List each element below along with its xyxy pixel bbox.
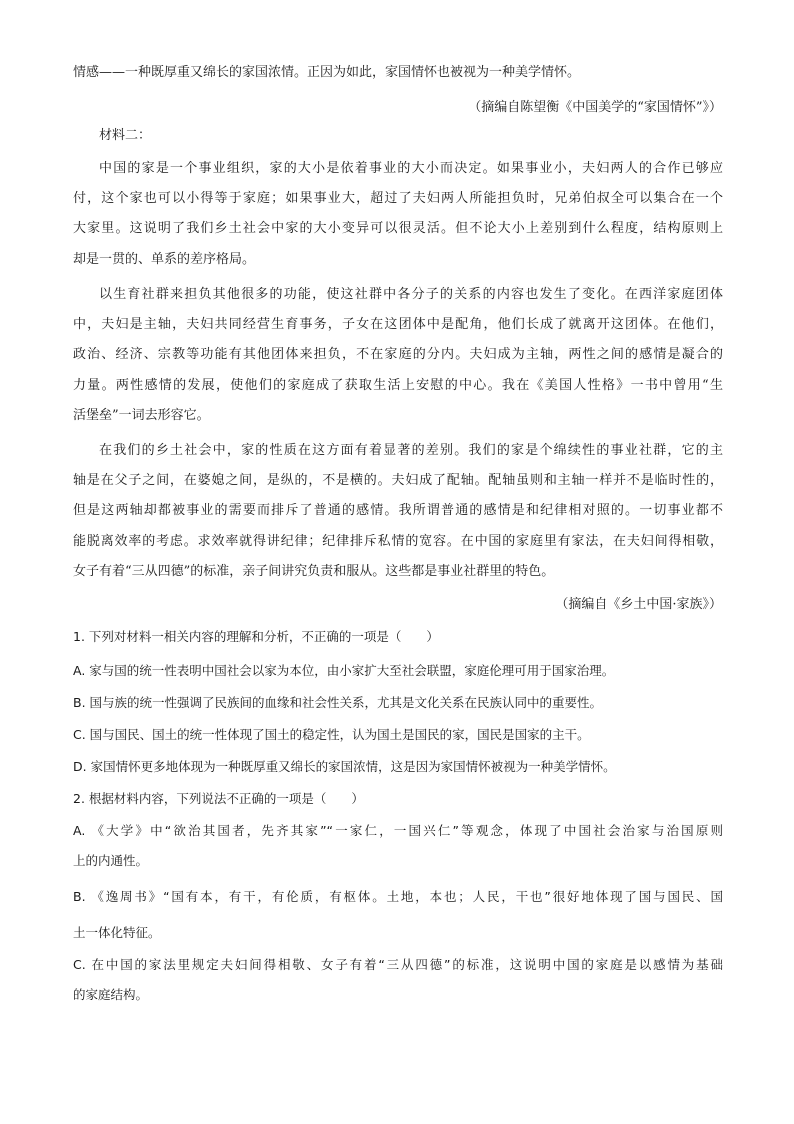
- material2-p1-line: 大家里。这说明了我们乡土社会中家的大小变异可以很灵活。但不论大小上差别到什么程度，结构原则上: [73, 221, 723, 236]
- material2-p2-line: 活堡垒”一词去形容它。: [73, 408, 210, 423]
- material2-p3-line: 能脱离效率的考虑。求效率就得讲纪律；纪律排斥私情的宽容。在中国的家庭里有家法，在夫妇间得相敬，: [73, 534, 723, 549]
- material2-p3-line: 女子有着“三从四德”的标准，亲子间讲究负责和服从。这些都是事业社群里的特色。: [73, 564, 555, 579]
- material2-p1-line: 中国的家是一个事业组织，家的大小是依着事业的大小而决定。如果事业小，夫妇两人的合作已够应: [99, 161, 723, 176]
- question1-stem: 1. 下列对材料一相关内容的理解和分析，不正确的一项是（ ）: [73, 629, 439, 644]
- material2-p3-line: 轴是在父子之间，在婆媳之间，是纵的，不是横的。夫妇成了配轴。配轴虽则和主轴一样并不是临时性的，: [73, 473, 723, 488]
- question2-option-c: C. 在中国的家法里规定夫妇间得相敬、女子有着“三从四德”的标准，这说明中国的家庭是以感情为基础: [73, 957, 723, 972]
- question2-stem: 2. 根据材料内容，下列说法不正确的一项是（ ）: [73, 791, 364, 806]
- material2-p1-line: 却是一贯的、单系的差序格局。: [73, 252, 256, 267]
- material2-p1-line: 付，这个家也可以小得等于家庭；如果事业大，超过了夫妇两人所能担负时，兄弟伯叔全可以集合在一个: [73, 191, 723, 206]
- material2-heading: 材料二：: [99, 128, 152, 143]
- material2-source: （摘编自《乡土中国·家族》）: [555, 597, 722, 612]
- question2-option-b: B. 《逸周书》“国有本，有干，有伦质，有枢体。土地，本也；人民，干也”很好地体现了国与国民、国: [73, 889, 723, 904]
- question2-option-b-cont: 土一体化特征。: [73, 925, 161, 940]
- question2-option-a-cont: 上的内通性。: [73, 853, 149, 868]
- material1-source: （摘编自陈望衡《中国美学的“家国情怀”》）: [468, 100, 722, 115]
- material2-p2-line: 力量。两性感情的发展，使他们的家庭成了获取生活上安慰的中心。我在《美国人性格》一书中曾用“生: [73, 378, 723, 393]
- question1-option-d: D. 家国情怀更多地体现为一种既厚重又绵长的家国浓情，这是因为家国情怀被视为一种美学情怀。: [73, 759, 616, 774]
- question1-option-a: A. 家与国的统一性表明中国社会以家为本位，由小家扩大至社会联盟，家庭伦理可用于国家治理。: [73, 663, 615, 678]
- material2-p2-line: 以生育社群来担负其他很多的功能，使这社群中各分子的关系的内容也发生了变化。在西洋家庭团体: [99, 287, 723, 302]
- material2-p2-line: 政治、经济、宗教等功能有其他团体来担负，不在家庭的分内。夫妇成为主轴，两性之间的感情是凝合的: [73, 347, 723, 362]
- material2-p3-line: 但是这两轴却都被事业的需要而排斥了普通的感情。我所谓普通的感情是和纪律相对照的。一切事业都不: [73, 503, 723, 518]
- question1-option-b: B. 国与族的统一性强调了民族间的血缘和社会性关系，尤其是文化关系在民族认同中的重要性。: [73, 695, 603, 710]
- material2-p3-line: 在我们的乡土社会中，家的性质在这方面有着显著的差别。我们的家是个绵续性的事业社群，它的主: [99, 443, 723, 458]
- question2-option-c-cont: 的家庭结构。: [73, 987, 149, 1002]
- material1-last-line: 情感——一种既厚重又绵长的家国浓情。正因为如此，家国情怀也被视为一种美学情怀。: [73, 65, 581, 80]
- question2-option-a: A. 《大学》中“欲治其国者，先齐其家”“一家仁，一国兴仁”等观念，体现了中国社会治家与治国原则: [73, 823, 723, 838]
- question1-option-c: C. 国与国民、国土的统一性体现了国土的稳定性，认为国土是国民的家，国民是国家的主干。: [73, 727, 590, 742]
- material2-p2-line: 中，夫妇是主轴，夫妇共同经营生育事务，子女在这团体中是配角，他们长成了就离开这团体。在他们，: [73, 317, 723, 332]
